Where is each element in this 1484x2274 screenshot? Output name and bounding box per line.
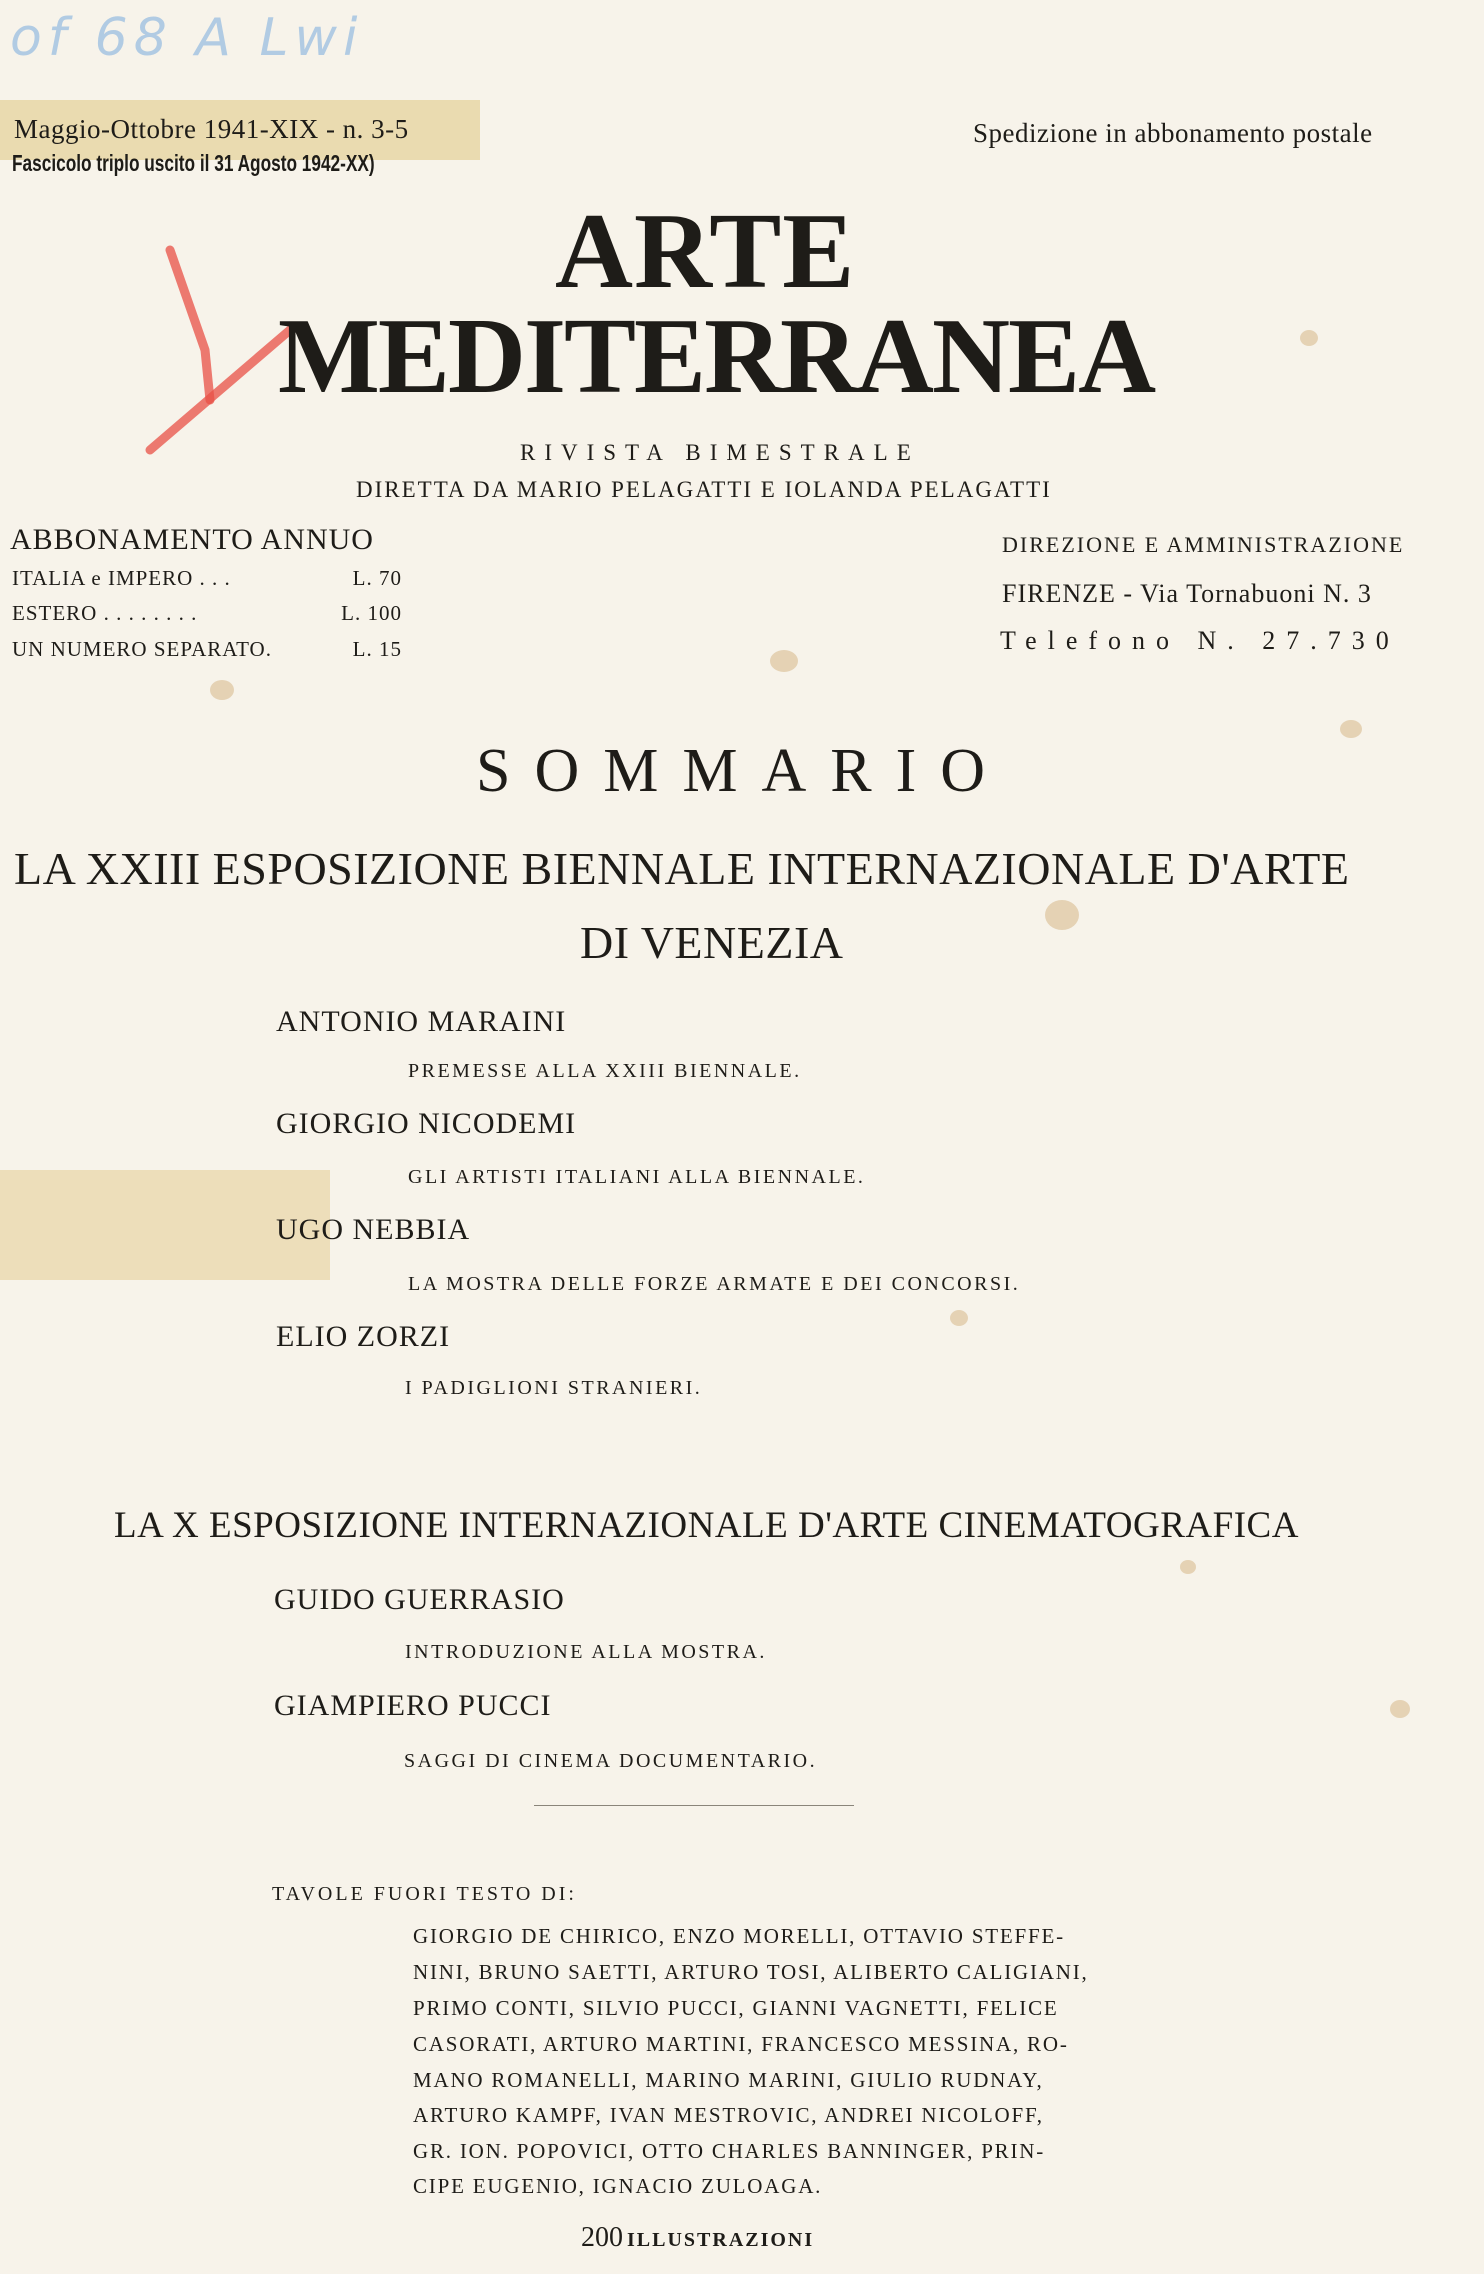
article-author: GIAMPIERO PUCCI (274, 1689, 552, 1722)
plates-heading: TAVOLE FUORI TESTO DI: (272, 1883, 577, 1905)
article-author: GUIDO GUERRASIO (274, 1583, 565, 1616)
postal-note: Spedizione in abbonamento postale (973, 118, 1373, 148)
illustrations-label: ILLUSTRAZIONI (627, 2229, 815, 2251)
section-title: LA X ESPOSIZIONE INTERNAZIONALE D'ARTE CINEMATOGRAFICA (114, 1505, 1299, 1546)
issue-note: Fascicolo triplo uscito il 31 Agosto 1942-XX) (12, 150, 375, 176)
article-title: I PADIGLIONI STRANIERI. (405, 1377, 703, 1399)
subscription-label: ESTERO . . . . . . . . (12, 601, 198, 625)
subscription-price: L. 15 (352, 637, 402, 661)
administration-heading: DIREZIONE E AMMINISTRAZIONE (1002, 532, 1405, 557)
illustrations-number: 200 (581, 2222, 623, 2253)
subscription-price: L. 70 (352, 566, 402, 590)
foxing-spot (1180, 1560, 1196, 1574)
foxing-spot (1390, 1700, 1410, 1718)
subscription-row (12, 566, 402, 591)
summary-title: SOMMARIO (476, 737, 1010, 805)
foxing-spot (1300, 330, 1318, 346)
article-author: GIORGIO NICODEMI (276, 1107, 577, 1140)
subscription-label: UN NUMERO SEPARATO. (12, 637, 272, 661)
foxing-spot (1340, 720, 1362, 738)
administration-address: FIRENZE - Via Tornabuoni N. 3 (1002, 579, 1372, 608)
article-title: GLI ARTISTI ITALIANI ALLA BIENNALE. (408, 1166, 866, 1188)
plates-line: CIPE EUGENIO, IGNACIO ZULOAGA. (413, 2174, 823, 2198)
article-title: SAGGI DI CINEMA DOCUMENTARIO. (404, 1750, 818, 1772)
plates-line: MANO ROMANELLI, MARINO MARINI, GIULIO RUDNAY, (413, 2068, 1044, 2092)
article-author: ELIO ZORZI (276, 1320, 451, 1353)
foxing-spot (770, 650, 798, 672)
masthead-title-line2: MEDITERRANEA (278, 297, 1155, 416)
illustrations-count (581, 2222, 814, 2254)
plates-line: ARTURO KAMPF, IVAN MESTROVIC, ANDREI NICOLOFF, (413, 2103, 1044, 2127)
section-title-continued: DI VENEZIA (580, 917, 844, 968)
masthead-subtitle: RIVISTA BIMESTRALE (520, 440, 920, 465)
publication-date: Maggio-Ottobre 1941-XIX - n. 3-5 (14, 114, 409, 144)
article-title: PREMESSE ALLA XXIII BIENNALE. (408, 1060, 802, 1082)
plates-line: PRIMO CONTI, SILVIO PUCCI, GIANNI VAGNETTI, FELICE (413, 1996, 1059, 2020)
plates-line: GIORGIO DE CHIRICO, ENZO MORELLI, OTTAVIO STEFFE- (413, 1924, 1065, 1948)
administration-phone: Telefono N. 27.730 (1000, 626, 1400, 655)
plates-line: GR. ION. POPOVICI, OTTO CHARLES BANNINGER, PRIN- (413, 2139, 1046, 2163)
subscription-label: ITALIA e IMPERO . . . (12, 566, 231, 590)
handwritten-note: of 68 A Lwi (10, 8, 364, 68)
foxing-spot (1045, 900, 1079, 930)
section-title: LA XXIII ESPOSIZIONE BIENNALE INTERNAZIONALE D'ARTE (14, 843, 1350, 894)
plates-line: CASORATI, ARTURO MARTINI, FRANCESCO MESSINA, RO- (413, 2032, 1069, 2056)
article-author: UGO NEBBIA (276, 1213, 471, 1246)
plates-line: NINI, BRUNO SAETTI, ARTURO TOSI, ALIBERTO CALIGIANI, (413, 1960, 1089, 1984)
subscription-heading: ABBONAMENTO ANNUO (10, 523, 374, 556)
article-author: ANTONIO MARAINI (276, 1005, 567, 1038)
foxing-spot (210, 680, 234, 700)
article-title: INTRODUZIONE ALLA MOSTRA. (405, 1641, 767, 1663)
divider-rule (534, 1805, 854, 1806)
masthead-directors: DIRETTA DA MARIO PELAGATTI E IOLANDA PELAGATTI (356, 477, 1052, 502)
subscription-row (12, 637, 402, 662)
subscription-row (12, 601, 402, 626)
article-title: LA MOSTRA DELLE FORZE ARMATE E DEI CONCORSI. (408, 1273, 1021, 1295)
subscription-price: L. 100 (341, 601, 402, 625)
foxing-spot (950, 1310, 968, 1326)
masthead-title-line1: ARTE (555, 192, 856, 311)
